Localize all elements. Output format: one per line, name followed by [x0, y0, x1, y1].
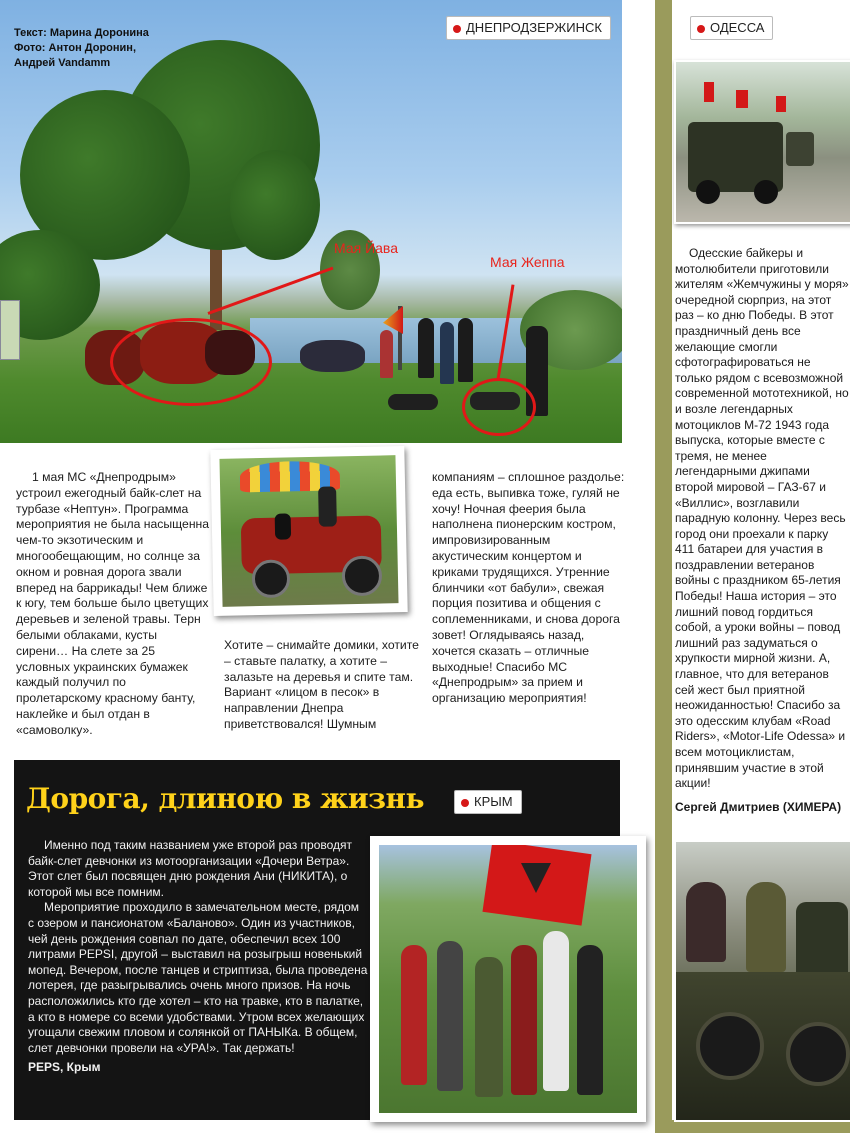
odessa-veterans-photo — [674, 840, 850, 1122]
crimea-title: Дорога, длиною в жизнь — [26, 782, 425, 815]
crimea-group-photo — [379, 845, 637, 1113]
credits — [14, 26, 149, 71]
trike-photo — [219, 455, 398, 607]
crimea-photo-frame — [370, 836, 646, 1122]
sidebar-signature: Сергей Дмитриев (ХИМЕРА) — [675, 799, 842, 814]
odessa-parade-photo — [674, 60, 850, 224]
red-dot-icon — [461, 799, 469, 807]
location-tag-label: ДНЕПРОДЗЕРЖИНСК — [466, 20, 602, 35]
red-dot-icon — [697, 25, 705, 33]
credit-text-line: Текст: Марина Доронина — [14, 27, 149, 39]
location-tag-odessa — [690, 16, 773, 40]
location-tag-dnepro — [446, 16, 611, 40]
article-column-1 — [16, 470, 212, 739]
article-paragraph: компаниям – сплошное раздолье: еда есть, выпивка тоже, гуляй не хочу! Ночная феерия была наполнена пионерским костром, импровизированным акустическим концертом и криками трудящихся. Утренние блинчики «от бабули», свежая порция позитива и общения с соплеменниками, и снова дорога зовет! Оглядываясь назад, хочется сказать – отличные выходные! Спасибо МС «Днепродрым» за прием и организацию мероприятия! — [432, 470, 625, 706]
article-column-3 — [432, 470, 628, 707]
crimea-signature: PEPS, Крым — [28, 1060, 101, 1075]
parked-van — [0, 300, 20, 360]
sidebar-paragraph: Одесские байкеры и мотолюбители приготовили жителям «Жемчужины у моря» очередной сюрприз, на этот раз – ко дню Победы. В этот праздничный день все желающие смогли сфотографироваться не только рядом с всевозможной современной мототехникой, но и возле легендарных мотоциклов М-72 1943 года выпуска, которые вместе с тремя, не менее легендарными джипами второй мировой – ГАЗ-67 и «Виллис», возглавили парадную колонну. Через весь город они проехали к парку 411 батареи для участия в поздравлении ветеранов войны с праздником 65-летия Победы! Наша история – это лишний повод гордиться собой, а уроки войны – повод лишний раз задуматься о хрупкости мирной жизни. А, главное, что для ветеранов сей жест был приятной неожиданностью! Спасибо за это одесским клубам «Road Riders», «Motor-Life Odessa» и всем мотоциклистам, принявшим участие в этой акции! — [675, 246, 849, 791]
annotation-arrow-left — [207, 267, 333, 315]
annotation-label-left: Мая Йава — [334, 240, 398, 256]
location-tag-label: ОДЕССА — [710, 20, 765, 35]
location-tag-label: КРЫМ — [474, 794, 513, 809]
location-tag-crimea — [454, 790, 522, 814]
credit-photo-line-2: Андрей Vandamm — [14, 57, 111, 69]
credit-photo-line: Фото: Антон Доронин, — [14, 42, 136, 54]
article-paragraph: Хотите – снимайте домики, хотите – ставьте палатку, а хотите – залазьте на деревья и спите там. Вариант «лицом в песок» в направлении Днепра приветствовался! Шумным — [224, 638, 419, 731]
annotation-label-right: Мая Жеппа — [490, 254, 565, 270]
crimea-article — [28, 838, 368, 1076]
annotation-circle-right — [462, 378, 536, 436]
article-paragraph: 1 мая МС «Днепродрым» устроил ежегодный байк-слет на турбазе «Нептун». Программа мероприятия не была насыщенна чем-то экзотическим и многообещающим, но солнце за окном и ровная дорога звали вперед на баррикады! Чем ближе к югу, тем больше было цветущих деревьев и зеленой травы. Терн белыми облаками, кусты сирени… На слете за 25 условных украинских бумажек каждый получил по пролетарскому красному банту, наклейке и был отдан в «самоволку». — [16, 470, 210, 737]
red-dot-icon — [453, 25, 461, 33]
article-column-2 — [224, 638, 420, 733]
crimea-paragraph-2: Мероприятие проходило в замечательном месте, рядом с озером и пансионатом «Баланово». Один из участников, чей день рождения совпал по дате, обеспечил всех 100 литрами PEPSI, другой – выставил на розыгрыш новенький мопед. Вечером, после танцев и стриптиза, была проведена лотерея, где разыгрывались очень много призов. На ночь расположились кто где хотел – кто на травке, кто в палатке, а кто в номере со всеми удобствами. Утром всех желающих угощали свежим пловом и солянкой от ПАНЫКа. В общем, слет девчонки провели на «УРА!». Так держать! — [28, 900, 368, 1055]
trike-photo-frame — [210, 446, 407, 616]
annotation-circle-left — [110, 318, 272, 406]
sidebar-article — [675, 246, 850, 815]
crimea-paragraph-1: Именно под таким названием уже второй раз проводят байк-слет девчонки из мотоорганизации «Дочери Ветра». Этот слет был посвящен дню рождения Ани (НИКИТА), о которой мы все помним. — [28, 838, 353, 899]
